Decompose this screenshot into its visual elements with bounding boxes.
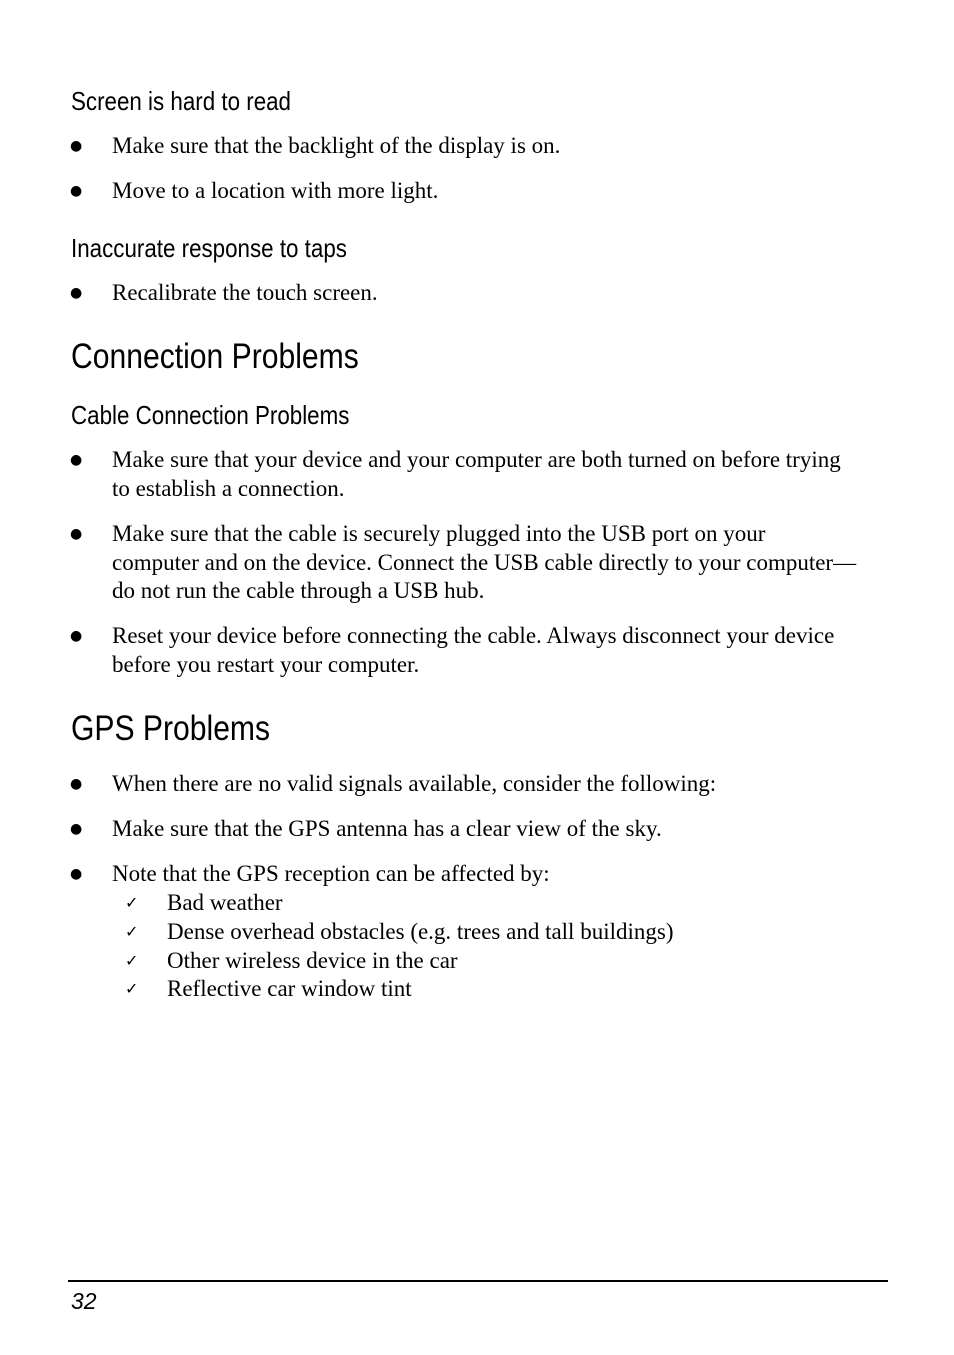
check-icon: ✓ (125, 922, 139, 941)
bullet-icon: ● (70, 285, 83, 301)
list-item-text: Make sure that your device and your computer are both turned on before trying to establish a connection. (112, 447, 841, 501)
check-list-item-text: Reflective car window tint (167, 976, 412, 1001)
list-item-text: When there are no valid signals available, consider the following: (112, 771, 717, 796)
check-list-item-text: Bad weather (167, 890, 283, 915)
bullet-icon: ● (70, 452, 83, 468)
check-list-item-text: Other wireless device in the car (167, 948, 458, 973)
list-item-text: Reset your device before connecting the cable. Always disconnect your device before you restart your computer. (112, 623, 835, 677)
heading-screen-hard-to-read: Screen is hard to read (71, 86, 291, 116)
list-item-text: Make sure that the GPS antenna has a clear view of the sky. (112, 816, 662, 841)
list-item-text: Move to a location with more light. (112, 178, 439, 203)
check-list-item-text: Dense overhead obstacles (e.g. trees and tall buildings) (167, 919, 674, 944)
page-number: 32 (71, 1288, 97, 1314)
bullet-icon: ● (70, 628, 83, 644)
bullet-icon: ● (70, 866, 83, 882)
heading-gps-problems: GPS Problems (71, 709, 271, 748)
list-item-text: Note that the GPS reception can be affected by: (112, 861, 550, 886)
bullet-icon: ● (70, 183, 83, 199)
check-icon: ✓ (125, 979, 139, 998)
bullet-icon: ● (70, 776, 83, 792)
heading-cable-connection-problems: Cable Connection Problems (71, 400, 350, 430)
bullet-icon: ● (70, 138, 83, 154)
list-item-text: Make sure that the backlight of the display is on. (112, 133, 561, 158)
check-icon: ✓ (125, 951, 139, 970)
footer-divider (68, 1280, 888, 1282)
bullet-icon: ● (70, 526, 83, 542)
list-item-text: Recalibrate the touch screen. (112, 280, 378, 305)
heading-inaccurate-taps: Inaccurate response to taps (71, 233, 347, 263)
bullet-icon: ● (70, 821, 83, 837)
heading-connection-problems: Connection Problems (71, 337, 359, 376)
list-item-text: Make sure that the cable is securely plugged into the USB port on your computer and on the device. Connect the USB cable directly to your computer—do not run the cable through a USB hub. (112, 521, 857, 603)
check-icon: ✓ (125, 893, 139, 912)
